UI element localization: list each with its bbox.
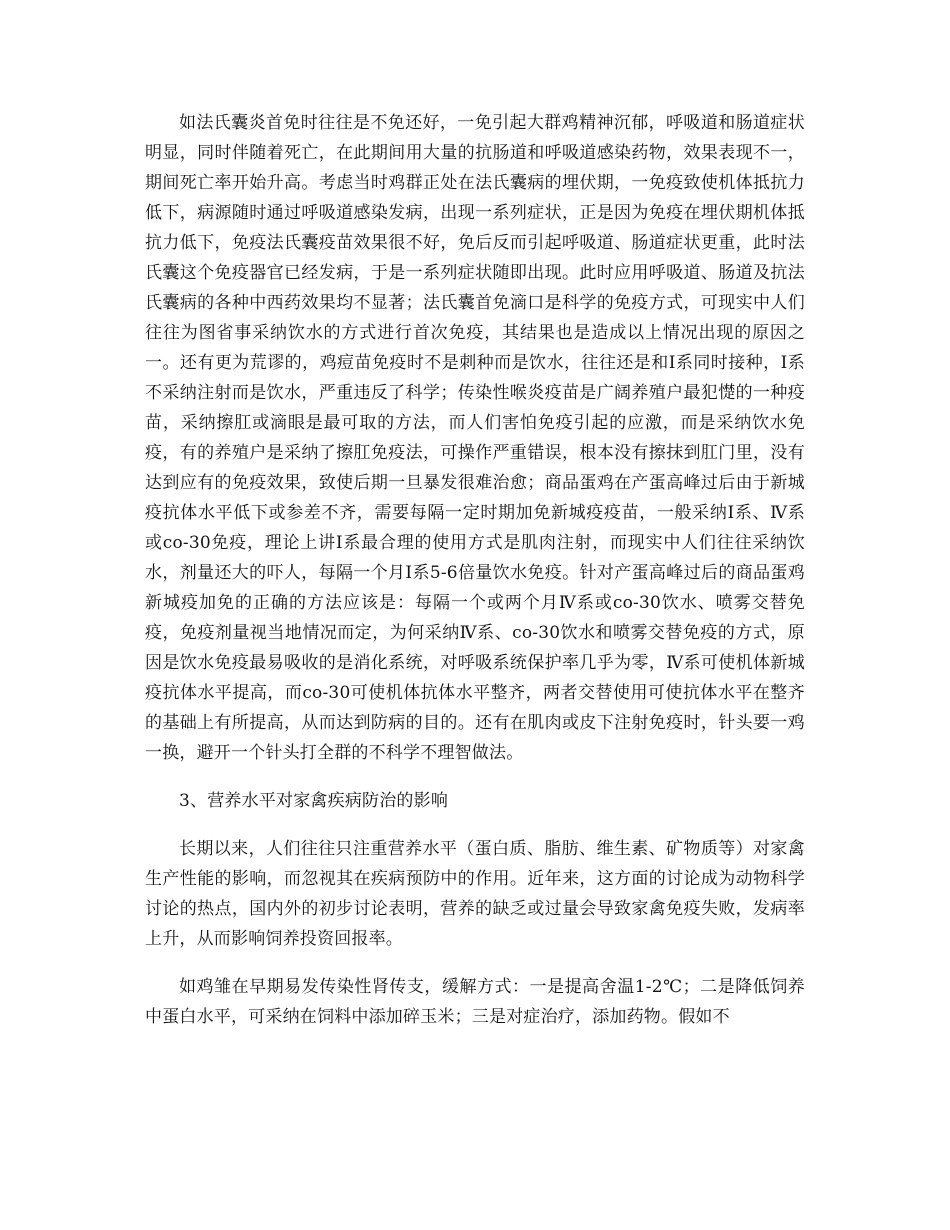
paragraph-nutrition-overview: 长期以来，人们往往只注重营养水平（蛋白质、脂肪、维生素、矿物质等）对家禽生产性能的影响，而忽视其在疾病预防中的作用。近年来，这方面的讨论成为动物科学讨论的热点，国内外的初步讨论表明，营养的缺乏或过量会导致家禽免疫失败，发病率上升，从而影响饲养投资回报率。 xyxy=(145,839,805,949)
paragraph-chick-nephritis: 如鸡雏在早期易发传染性肾传支，缓解方式：一是提高舍温1-2℃；二是降低饲养中蛋白水平，可采纳在饲料中添加碎玉米；三是对症治疗，添加药物。假如不 xyxy=(145,977,805,1027)
section-heading-nutrition: 3、营养水平对家禽疾病防治的影响 xyxy=(179,791,449,811)
paragraph-immunization-errors: 如法氏囊炎首免时往往是不免还好，一免引起大群鸡精神沉郁，呼吸道和肠道症状明显，同时伴随着死亡，在此期间用大量的抗肠道和呼吸道感染药物，效果表现不一，期间死亡率开始升高。考虑当时鸡群正处在法氏囊病的埋伏期，一免疫致使机体抵抗力低下，病源随时通过呼吸道感染发病，出现一系列症状，正是因为免疫在埋伏期机体抵抗力低下，免疫法氏囊疫苗效果很不好，免后反而引起呼吸道、肠道症状更重，此时法氏囊这个免疫器官已经发病，于是一系列症状随即出现。此时应用呼吸道、肠道及抗法氏囊病的各种中西药效果均不显著；法氏囊首免滴口是科学的免疫方式，可现实中人们往往为图省事采纳饮水的方式进行首次免疫，其结果也是造成以上情况出现的原因之一。还有更为荒谬的，鸡痘苗免疫时不是刺种而是饮水，往往还是和Ⅰ系同时接种，Ⅰ系不采纳注射而是饮水，严重违反了科学；传染性喉炎疫苗是广阔养殖户最犯憷的一种疫苗，采纳擦肛或滴眼是最可取的方法，而人们害怕免疫引起的应激，而是采纳饮水免疫，有的养殖户是采纳了擦肛免疫法，可操作严重错误，根本没有擦抹到肛门里，没有达到应有的免疫效果，致使后期一旦暴发很难治愈；商品蛋鸡在产蛋高峰过后由于新城疫抗体水平低下或参差不齐，需要每隔一定时期加免新城疫疫苗，一般采纳Ⅰ系、Ⅳ系或co-30免疫，理论上讲Ⅰ系最合理的使用方式是肌肉注射，而现实中人们往往采纳饮水，剂量还大的吓人，每隔一个月Ⅰ系5-6倍量饮水免疫。针对产蛋高峰过后的商品蛋鸡新城疫加免的正确的方法应该是：每隔一个或两个月Ⅳ系或co-30饮水、喷雾交替免疫，免疫剂量视当地情况而定，为何采纳Ⅳ系、co-30饮水和喷雾交替免疫的方式，原因是饮水免疫最易吸收的是消化系统，对呼吸系统保护率几乎为零，Ⅳ系可使机体新城疫抗体水平提高，而co-30可使机体抗体水平整齐，两者交替使用可使抗体水平在整齐的基础上有所提高，从而达到防病的目的。还有在肌肉或皮下注射免疫时，针头要一鸡一换，避开一个针头打全群的不科学不理智做法。 xyxy=(145,113,805,763)
document-body xyxy=(145,108,805,1032)
